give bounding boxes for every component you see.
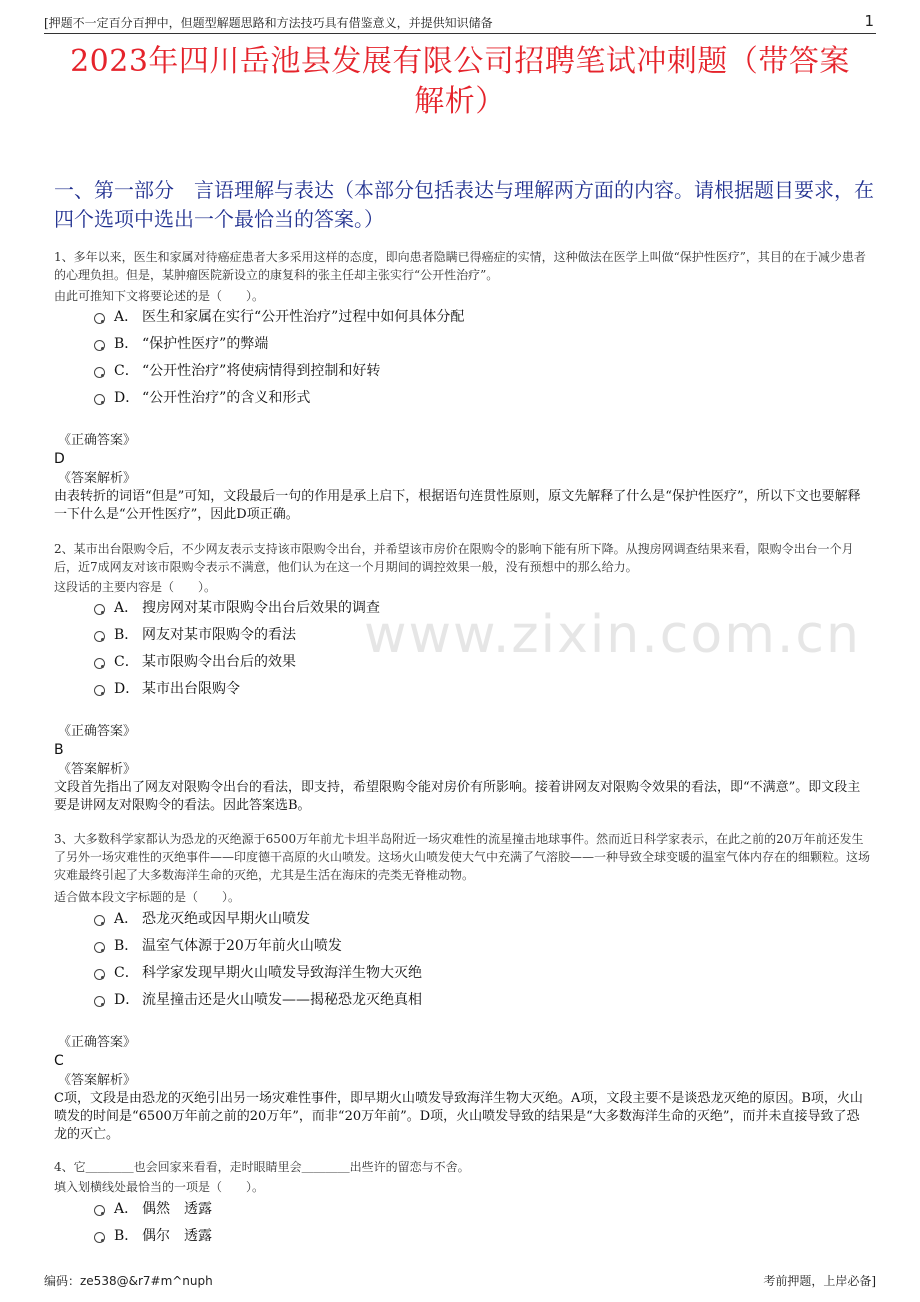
radio-button-icon[interactable]: [94, 313, 105, 324]
radio-button-icon[interactable]: [94, 1205, 105, 1216]
question-3-ask: 适合做本段文字标题的是（ ）。: [54, 890, 241, 904]
question-2-explanation: 文段首先指出了网友对限购令出台的看法，即支持，希望限购令能对房价有所影响。接着讲网友对限购令效果的看法，即“不满意”。即文段主要是讲网友对限购令的看法。因此答案选B。: [54, 780, 861, 813]
option-text: 某市出台限购令: [142, 681, 240, 697]
option-letter: B．: [114, 627, 139, 643]
question-4-stem: 4、它＿＿＿＿也会回家来看看，走时眼睛里会＿＿＿＿出些许的留恋与不舍。: [54, 1160, 470, 1174]
option-text: 搜房网对某市限购令出台后效果的调查: [142, 600, 380, 616]
option-letter: D．: [114, 681, 140, 697]
radio-button-icon[interactable]: [94, 604, 105, 615]
option-letter: B．: [114, 938, 139, 954]
radio-button-icon[interactable]: [94, 658, 105, 669]
question-3-answer: C: [54, 1053, 64, 1069]
option-text: “公开性治疗”将使病情得到控制和好转: [142, 363, 381, 379]
analysis-label: 《答案解析》: [58, 762, 137, 777]
option-text: 偶然 透露: [142, 1201, 212, 1217]
option-letter: A．: [114, 911, 139, 927]
option-letter: C．: [114, 363, 139, 379]
option-text: 恐龙灭绝或因早期火山喷发: [142, 911, 310, 927]
option-text: 网友对某市限购令的看法: [142, 627, 296, 643]
option-letter: C．: [114, 654, 139, 670]
correct-answer-label: 《正确答案》: [58, 433, 137, 448]
option-text: 医生和家属在实行“公开性治疗”过程中如何具体分配: [142, 309, 465, 325]
radio-button-icon[interactable]: [94, 367, 105, 378]
radio-button-icon[interactable]: [94, 969, 105, 980]
radio-button-icon[interactable]: [94, 942, 105, 953]
option-letter: B．: [114, 336, 139, 352]
question-3-explanation: C项，文段是由恐龙的灭绝引出另一场灾难性事件，即早期火山喷发导致海洋生物大灭绝。A项，文段主要不是谈恐龙灭绝的原因。B项，火山喷发的时间是“6500万年前之前的20万年”，而非“20万年前”。D项，火山喷发导致的结果是“大多数海洋生命的灭绝”，而并未直接导致了恐龙的灭亡。: [54, 1091, 863, 1142]
question-3-stem: 3、大多数科学家都认为恐龙的灭绝源于6500万年前尤卡坦半岛附近一场灾难性的流星撞击地球事件。然而近日科学家表示，在此之前的20万年前还发生了另外一场灾难性的灭绝事件——印度德干高原的火山喷发。这场火山喷发使大气中充满了气溶胶——一种导致全球变暖的温室气体内存在的细颗粒。这场灾难最终引起了大多数海洋生命的灭绝，尤其是生活在海床的壳类无脊椎动物。: [54, 832, 871, 882]
question-1-explanation: 由表转折的词语“但是”可知，文段最后一句的作用是承上启下，根据语句连贯性原则，原文先解释了什么是“保护性医疗”，所以下文也要解释一下什么是“公开性医疗”，因此D项正确。: [54, 489, 861, 522]
question-2-ask: 这段话的主要内容是（ ）。: [54, 580, 217, 594]
option-letter: D．: [114, 390, 140, 406]
correct-answer-label: 《正确答案》: [58, 1035, 137, 1050]
option-letter: C．: [114, 965, 139, 981]
radio-button-icon[interactable]: [94, 340, 105, 351]
header-note: [押题不一定百分百押中，但题型解题思路和方法技巧具有借鉴意义，并提供知识储备: [44, 16, 493, 30]
footer-slogan: 考前押题，上岸必备]: [763, 1274, 876, 1288]
option-text: 某市限购令出台后的效果: [142, 654, 296, 670]
radio-button-icon[interactable]: [94, 685, 105, 696]
option-letter: A．: [114, 309, 139, 325]
option-text: 偶尔 透露: [142, 1228, 212, 1244]
question-2-stem: 2、某市出台限购令后，不少网友表示支持该市限购令出台，并希望该市房价在限购令的影响下能有所下降。从搜房网调查结果来看，限购令出台一个月后，近7成网友对该市限购令表示不满意，他们认为在这一个月期间的调控效果一般，没有预想中的那么给力。: [54, 542, 854, 574]
option-text: 流星撞击还是火山喷发——揭秘恐龙灭绝真相: [142, 992, 422, 1008]
option-letter: B．: [114, 1228, 139, 1244]
question-1-stem: 1、多年以来，医生和家属对待癌症患者大多采用这样的态度，即向患者隐瞒已得癌症的实情，这种做法在医学上叫做“保护性医疗”，其目的在于减少患者的心理负担。但是，某肿瘤医院新设立的康复科的张主任却主张实行“公开性治疗”。: [54, 250, 866, 282]
analysis-label: 《答案解析》: [58, 471, 137, 486]
option-text: “公开性治疗”的含义和形式: [142, 390, 311, 406]
watermark: www.zixin.com.cn: [364, 605, 861, 665]
document-title: 2023年四川岳池县发展有限公司招聘笔试冲刺题（带答案解析）: [70, 44, 850, 119]
analysis-label: 《答案解析》: [58, 1073, 137, 1088]
radio-button-icon[interactable]: [94, 631, 105, 642]
radio-button-icon[interactable]: [94, 996, 105, 1007]
radio-button-icon[interactable]: [94, 915, 105, 926]
radio-button-icon[interactable]: [94, 1232, 105, 1243]
section-heading: 一、第一部分 言语理解与表达（本部分包括表达与理解两方面的内容。请根据题目要求，在四个选项中选出一个最恰当的答案。）: [54, 178, 874, 231]
option-letter: D．: [114, 992, 140, 1008]
footer-code: 编码：ze538@&r7#m^nuph: [44, 1274, 213, 1288]
radio-button-icon[interactable]: [94, 394, 105, 405]
question-1-answer: D: [54, 451, 65, 467]
question-2-answer: B: [54, 742, 64, 758]
option-letter: A．: [114, 600, 139, 616]
option-letter: A．: [114, 1201, 139, 1217]
page-header: [44, 14, 876, 34]
question-4-ask: 填入划横线处最恰当的一项是（ ）。: [54, 1180, 265, 1194]
question-1-ask: 由此可推知下文将要论述的是（ ）。: [54, 289, 265, 303]
option-text: 温室气体源于20万年前火山喷发: [142, 938, 342, 954]
page-number: 1: [864, 12, 874, 30]
option-text: “保护性医疗”的弊端: [142, 336, 269, 352]
correct-answer-label: 《正确答案》: [58, 724, 137, 739]
option-text: 科学家发现早期火山喷发导致海洋生物大灭绝: [142, 965, 422, 981]
